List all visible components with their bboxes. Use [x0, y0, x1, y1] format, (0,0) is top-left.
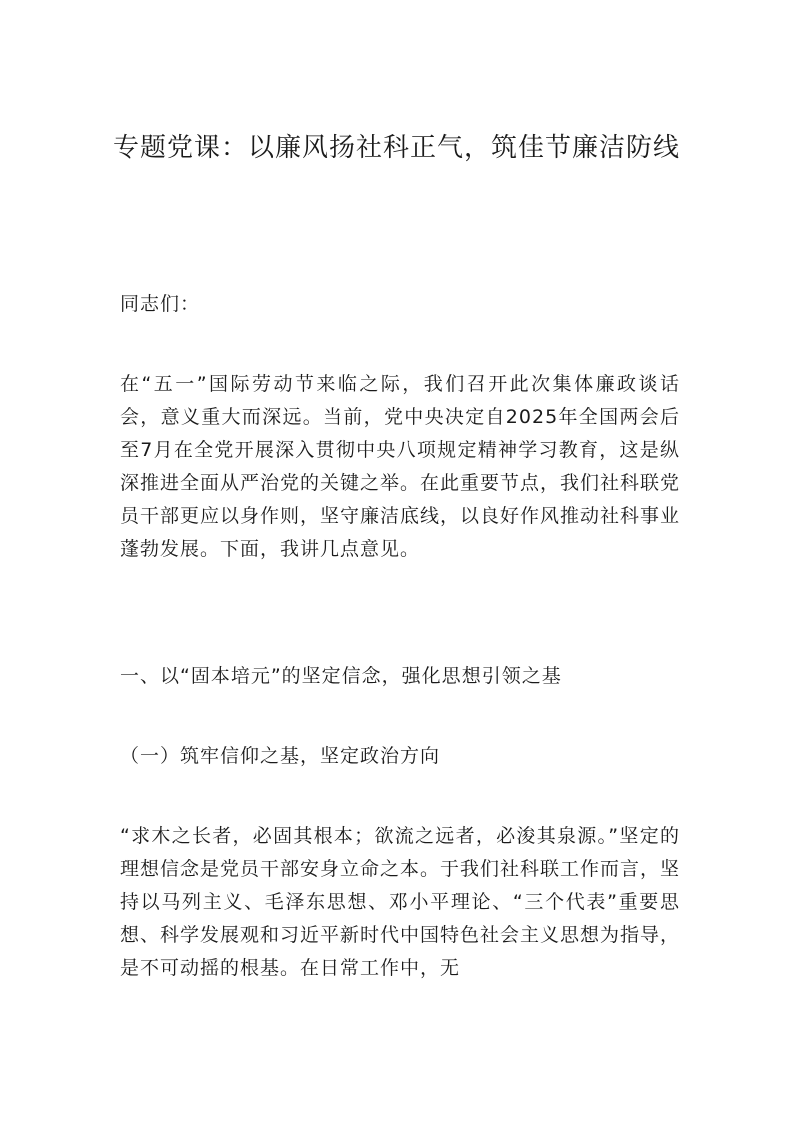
paragraph-section-1-1: “求木之长者，必固其根本；欲流之远者，必浚其泉源。”坚定的理想信念是党员干部安身立命之本。于我们社科联工作而言，坚持以马列主义、毛泽东思想、邓小平理论、“三个代表”重要思想、科学发展观和习近平新时代中国特色社会主义思想为指导，是不可动摇的根基。在日常工作中，无	[120, 825, 681, 979]
paragraph-intro: 在“五一”国际劳动节来临之际，我们召开此次集体廉政谈话会，意义重大而深远。当前，党中央决定自2025年全国两会后至7月在全党开展深入贯彻中央八项规定精神学习教育，这是纵深推进全面从严治党的关键之举。在此重要节点，我们社科联党员干部更应以身作则，坚守廉洁底线，以良好作风推动社科事业蓬勃发展。下面，我讲几点意见。	[120, 373, 681, 560]
salutation: 同志们：	[120, 293, 201, 315]
document-title: 专题党课：以廉风扬社科正气，筑佳节廉洁防线	[112, 133, 680, 163]
subsection-heading-1-1: （一）筑牢信仰之基，坚定政治方向	[120, 745, 441, 767]
section-heading-1: 一、以“固本培元”的坚定信念，强化思想引领之基	[120, 665, 562, 687]
